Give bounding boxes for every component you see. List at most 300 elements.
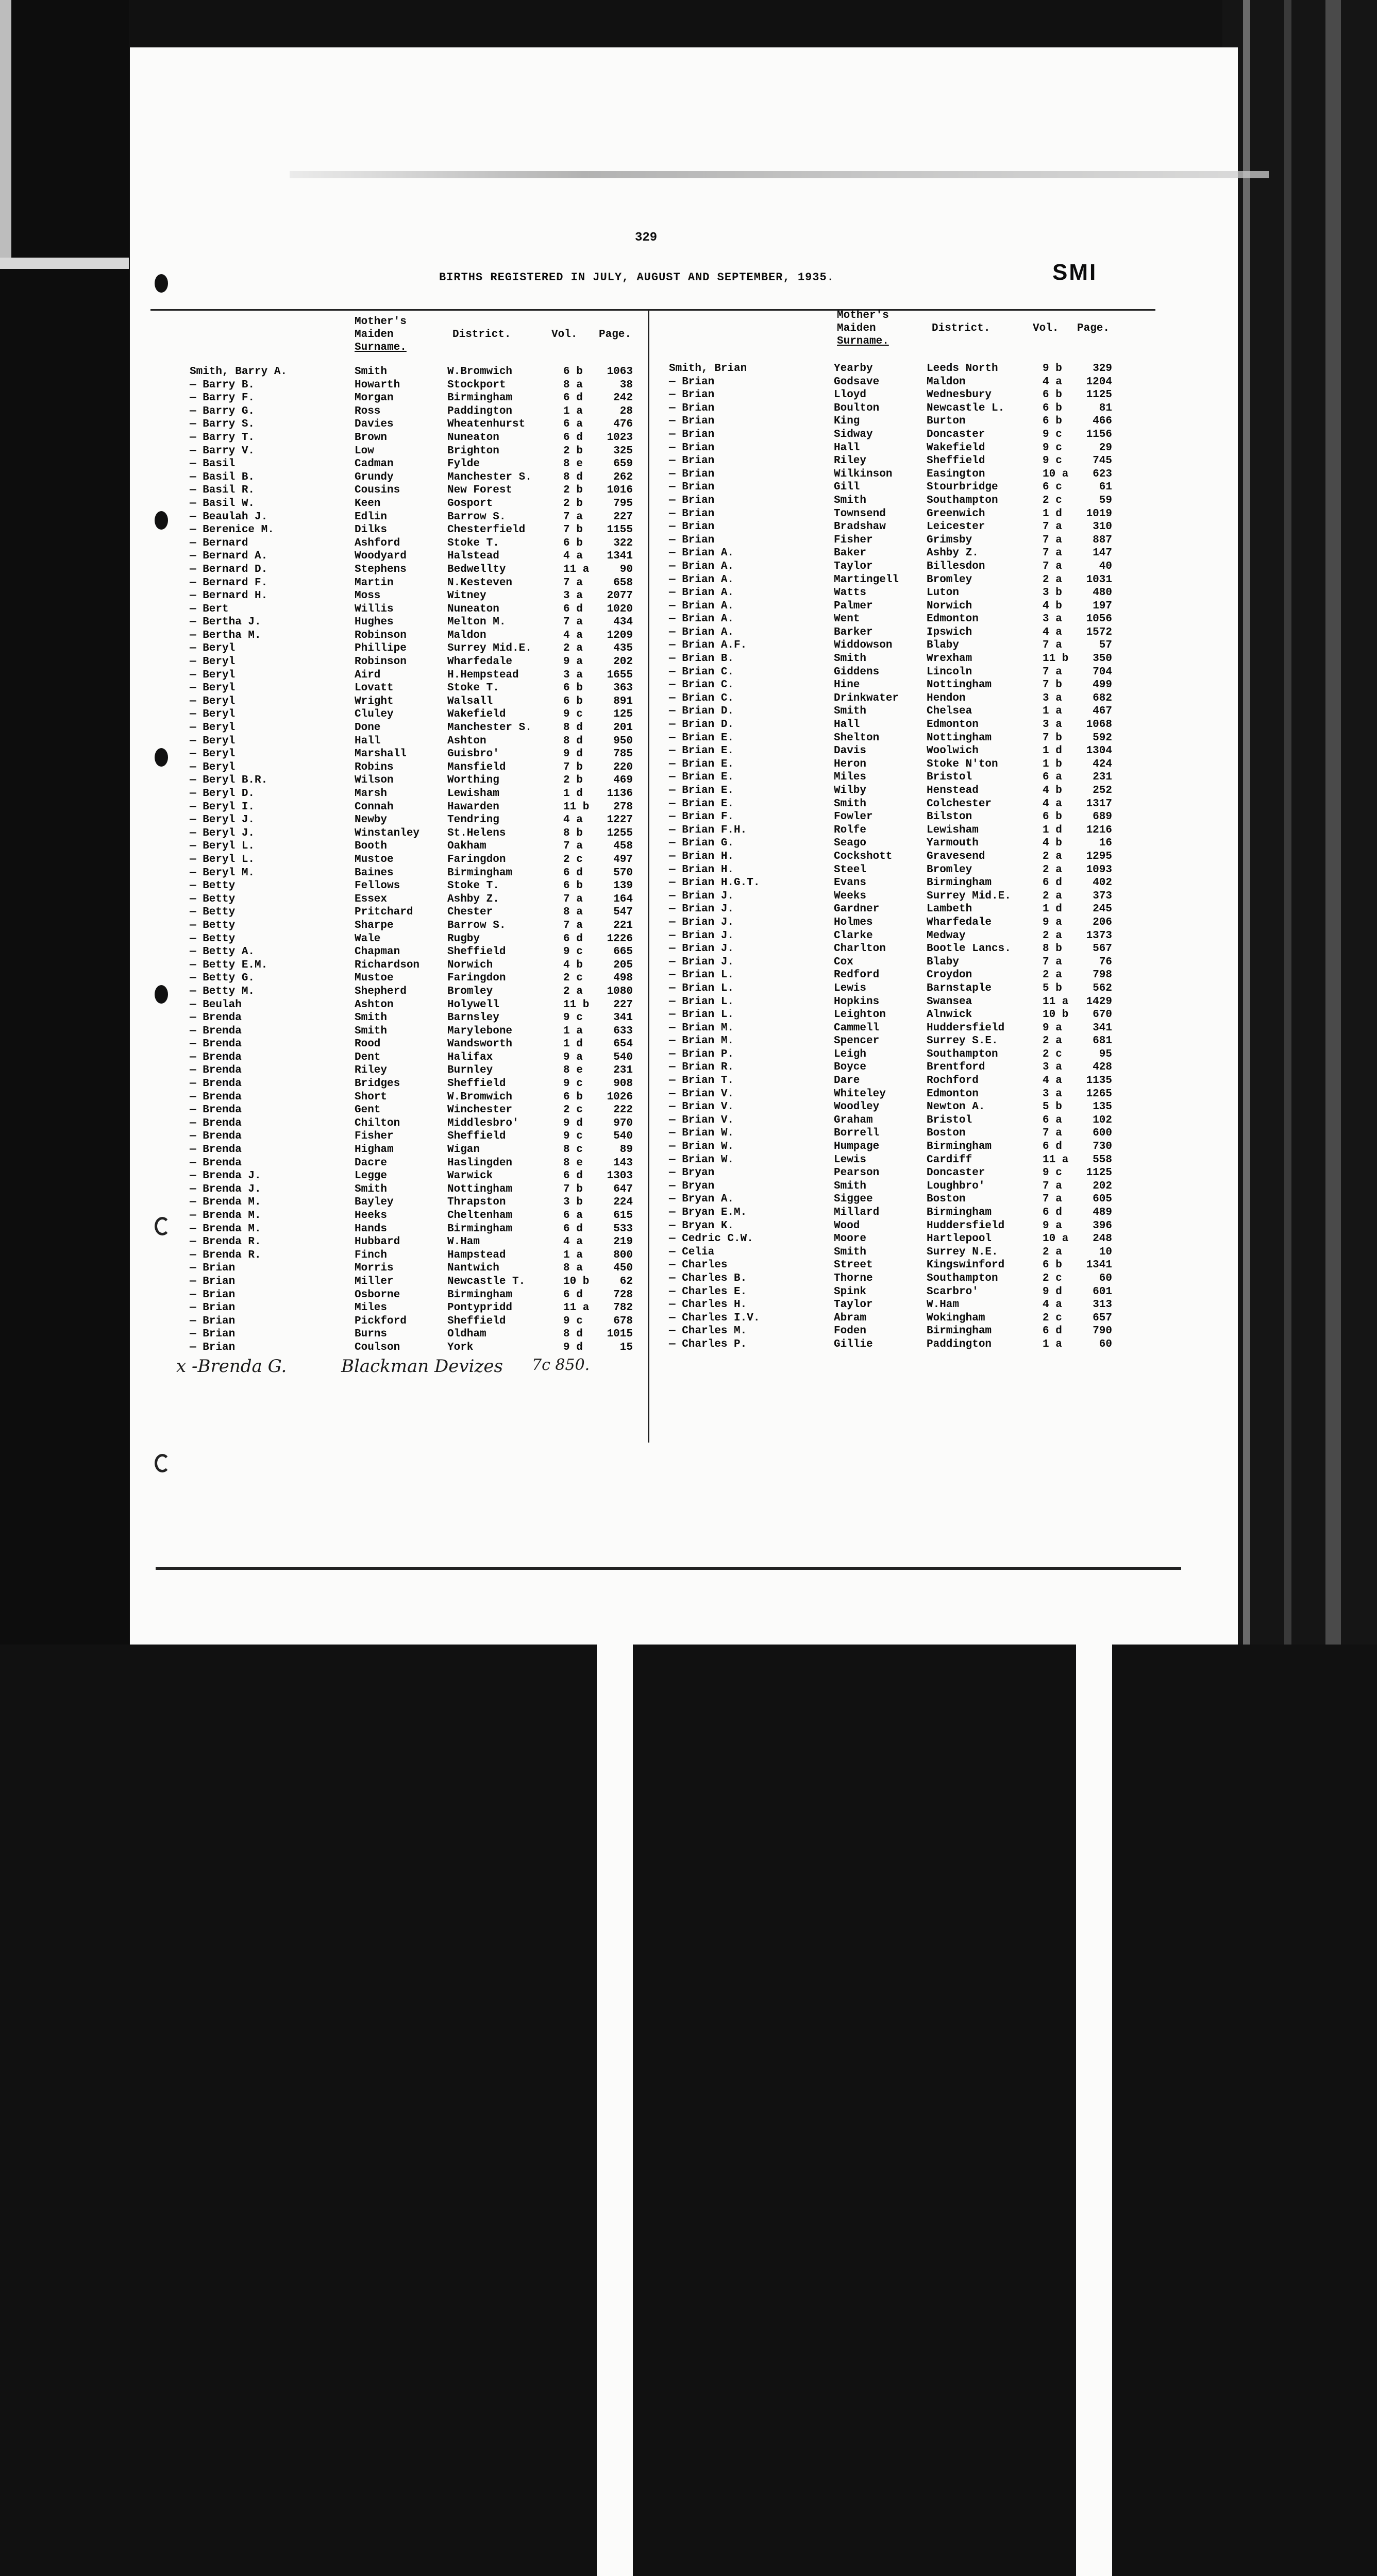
entry-mother: Phillipe xyxy=(355,642,407,654)
entry-vol: 4 b xyxy=(563,959,583,971)
entry-district: Mansfield xyxy=(447,761,506,773)
entry-page: 497 xyxy=(597,854,633,2451)
entry-vol: 9 a xyxy=(563,1052,583,1063)
entry-mother: Marsh xyxy=(355,788,387,800)
entry-name: — Brian xyxy=(190,1342,235,1353)
entry-page: 681 xyxy=(1076,1035,1112,2576)
entry-district: Luton xyxy=(927,587,959,599)
entry-district: Paddington xyxy=(447,405,512,417)
entry-mother: Godsave xyxy=(834,376,879,388)
entry-mother: Graham xyxy=(834,1114,873,1126)
entry-page: 670 xyxy=(1076,1009,1112,2576)
entry-vol: 9 d xyxy=(1043,1286,1062,1298)
entry-name: — Brian H. xyxy=(669,864,734,876)
entry-mother: Wale xyxy=(355,933,380,945)
entry-name: — Beaulah J. xyxy=(190,511,267,523)
entry-district: Ashby Z. xyxy=(927,547,979,559)
entry-mother: Redford xyxy=(834,969,879,981)
entry-name: — Brian xyxy=(669,455,714,467)
entry-vol: 2 c xyxy=(563,972,583,984)
entry-vol: 8 e xyxy=(563,1064,583,1076)
entry-district: Winchester xyxy=(447,1104,512,1116)
entry-page: 1135 xyxy=(1076,1075,1112,2576)
entry-mother: Dilks xyxy=(355,524,387,536)
entry-vol: 2 c xyxy=(1043,495,1062,506)
entry-district: Lambeth xyxy=(927,903,972,915)
entry-district: Maldon xyxy=(927,376,966,388)
entry-vol: 6 b xyxy=(1043,402,1062,414)
entry-mother: Lewis xyxy=(834,982,866,994)
entry-page: 800 xyxy=(597,1249,633,2576)
entry-page: 242 xyxy=(597,392,633,1989)
entry-district: Wrexham xyxy=(927,653,972,665)
entry-vol: 1 a xyxy=(1043,705,1062,717)
entry-name: — Bryan xyxy=(669,1180,714,1192)
entry-district: Medway xyxy=(927,930,966,942)
entry-mother: Morgan xyxy=(355,392,394,404)
entry-district: Stockport xyxy=(447,379,506,391)
entry-name: — Brenda xyxy=(190,1157,242,1169)
entry-page: 1031 xyxy=(1076,574,1112,2171)
entry-mother: Smith xyxy=(834,1180,866,1192)
entry-page: 245 xyxy=(1076,903,1112,2500)
entry-district: Holywell xyxy=(447,999,499,1011)
entry-page: 1204 xyxy=(1076,376,1112,1973)
entry-vol: 11 a xyxy=(563,564,589,575)
punch-hole xyxy=(155,1217,170,1235)
entry-page: 466 xyxy=(1076,415,1112,2012)
entry-vol: 6 a xyxy=(1043,1114,1062,1126)
entry-name: — Basil B. xyxy=(190,471,255,483)
entry-vol: 9 c xyxy=(563,708,583,720)
entry-name: — Brian W. xyxy=(669,1127,734,1139)
entry-page: 1155 xyxy=(597,524,633,2121)
entry-vol: 2 a xyxy=(1043,1035,1062,1047)
register-page xyxy=(130,47,1238,1645)
entry-district: Wokingham xyxy=(927,1312,985,1324)
entry-district: N.Kesteven xyxy=(447,577,512,589)
entry-mother: Hands xyxy=(355,1223,387,1235)
entry-mother: Boulton xyxy=(834,402,879,414)
entry-page: 248 xyxy=(1076,1233,1112,2576)
entry-vol: 10 b xyxy=(563,1276,589,1287)
entry-mother: Aird xyxy=(355,669,380,681)
entry-mother: Sharpe xyxy=(355,920,394,931)
entry-mother: Baines xyxy=(355,867,394,879)
entry-vol: 7 a xyxy=(1043,521,1062,533)
entry-name: — Bernard F. xyxy=(190,577,267,589)
entry-district: Rochford xyxy=(927,1075,979,1087)
entry-mother: Weeks xyxy=(834,890,866,902)
entry-district: Norwich xyxy=(927,600,972,612)
entry-mother: Riley xyxy=(834,455,866,467)
entry-district: Worthing xyxy=(447,774,499,786)
entry-name: — Berenice M. xyxy=(190,524,274,536)
entry-page: 15 xyxy=(597,1342,633,2576)
entry-page: 231 xyxy=(1076,771,1112,2368)
entry-mother: Done xyxy=(355,722,380,734)
entry-mother: Bayley xyxy=(355,1196,394,1208)
entry-name: — Brenda M. xyxy=(190,1196,261,1208)
entry-page: 350 xyxy=(1076,653,1112,2250)
entry-name: — Brian J. xyxy=(669,917,734,928)
entry-district: W.Bromwich xyxy=(447,366,512,378)
entry-name: — Brian L. xyxy=(669,982,734,994)
scan-stripe xyxy=(1325,0,1341,1645)
entry-district: Doncaster xyxy=(927,429,985,440)
entry-name: — Brian xyxy=(190,1276,235,1287)
entry-vol: 11 b xyxy=(563,801,589,813)
entry-page: 678 xyxy=(597,1315,633,2576)
entry-page: 745 xyxy=(1076,455,1112,2052)
entry-district: Kingswinford xyxy=(927,1259,1004,1271)
entry-district: Barrow S. xyxy=(447,511,506,523)
entry-name: — Brian L. xyxy=(669,1009,734,1021)
entry-page: 728 xyxy=(597,1289,633,2576)
entry-mother: Lovatt xyxy=(355,682,394,694)
entry-name: — Brenda xyxy=(190,1104,242,1116)
entry-page: 489 xyxy=(1076,1207,1112,2576)
entry-vol: 7 a xyxy=(563,577,583,589)
entry-mother: Richardson xyxy=(355,959,419,971)
entry-vol: 1 d xyxy=(1043,824,1062,836)
entry-name: — Brian D. xyxy=(669,705,734,717)
entry-name: — Brian A. xyxy=(669,600,734,612)
entry-page: 887 xyxy=(1076,534,1112,2131)
entry-vol: 11 b xyxy=(1043,653,1068,665)
entry-district: Doncaster xyxy=(927,1167,985,1179)
entry-name: — Bryan A. xyxy=(669,1193,734,1205)
entry-name: — Barry S. xyxy=(190,418,255,430)
entry-district: Scarbro' xyxy=(927,1286,979,1298)
entry-district: Birmingham xyxy=(927,877,992,889)
entry-district: Southampton xyxy=(927,1048,998,1060)
entry-page: 1015 xyxy=(597,1328,633,2576)
entry-page: 16 xyxy=(1076,837,1112,2434)
entry-mother: Ross xyxy=(355,405,380,417)
entry-district: Blaby xyxy=(927,956,959,968)
entry-district: Southampton xyxy=(927,495,998,506)
entry-name: — Betty xyxy=(190,933,235,945)
entry-vol: 1 d xyxy=(563,1038,583,1050)
entry-mother: Davies xyxy=(355,418,394,430)
entry-mother: Brown xyxy=(355,432,387,444)
entry-mother: Lloyd xyxy=(834,389,866,401)
entry-page: 28 xyxy=(597,405,633,2003)
entry-vol: 6 a xyxy=(563,1210,583,1222)
entry-page: 782 xyxy=(597,1302,633,2576)
entry-name: — Charles B. xyxy=(669,1273,747,1284)
entry-mother: Bradshaw xyxy=(834,521,886,533)
entry-name: — Brian H.G.T. xyxy=(669,877,760,889)
entry-district: Lewisham xyxy=(927,824,979,836)
entry-page: 1063 xyxy=(597,366,633,1963)
entry-page: 540 xyxy=(597,1130,633,2576)
entry-page: 95 xyxy=(1076,1048,1112,2576)
entry-page: 592 xyxy=(1076,732,1112,2329)
entry-district: Wharfedale xyxy=(927,917,992,928)
entry-name: — Bernard H. xyxy=(190,590,267,602)
entry-district: Surrey Mid.E. xyxy=(447,642,532,654)
entry-vol: 4 a xyxy=(1043,376,1062,388)
entry-mother: Hine xyxy=(834,679,860,691)
entry-mother: Shepherd xyxy=(355,986,407,997)
entry-page: 202 xyxy=(597,656,633,2253)
entry-page: 659 xyxy=(597,458,633,2055)
entry-page: 498 xyxy=(597,972,633,2569)
entry-vol: 8 b xyxy=(563,827,583,839)
entry-district: Nuneaton xyxy=(447,432,499,444)
entry-district: Stoke T. xyxy=(447,682,499,694)
entry-vol: 2 a xyxy=(1043,851,1062,862)
entry-page: 57 xyxy=(1076,639,1112,2236)
entry-name: — Beryl xyxy=(190,761,235,773)
right-header-page: Page. xyxy=(1077,322,1110,335)
entry-mother: Finch xyxy=(355,1249,387,1261)
entry-mother: Townsend xyxy=(834,508,886,520)
entry-vol: 6 d xyxy=(563,933,583,945)
entry-mother: Morris xyxy=(355,1262,394,1274)
entry-name: — Brian E. xyxy=(669,798,734,810)
entry-vol: 6 d xyxy=(563,432,583,444)
entry-vol: 9 c xyxy=(1043,455,1062,467)
entry-name: — Brian xyxy=(190,1328,235,1340)
entry-district: Hartlepool xyxy=(927,1233,992,1245)
entry-vol: 9 c xyxy=(1043,429,1062,440)
scan-streak xyxy=(290,171,1269,178)
entry-district: Pontypridd xyxy=(447,1302,512,1314)
entry-page: 60 xyxy=(1076,1273,1112,2576)
entry-district: Wandsworth xyxy=(447,1038,512,1050)
entry-name: — Brian E. xyxy=(669,732,734,744)
entry-vol: 7 a xyxy=(563,840,583,852)
entry-name: — Brian xyxy=(669,481,714,493)
entry-page: 221 xyxy=(597,920,633,2517)
entry-name: — Brian A.F. xyxy=(669,639,747,651)
entry-vol: 7 a xyxy=(563,920,583,931)
entry-mother: Hall xyxy=(834,719,860,731)
entry-page: 499 xyxy=(1076,679,1112,2276)
entry-vol: 6 b xyxy=(563,880,583,892)
entry-page: 341 xyxy=(1076,1022,1112,2576)
entry-district: Bromley xyxy=(447,986,493,997)
entry-name: — Brian V. xyxy=(669,1088,734,1100)
entry-district: Faringdon xyxy=(447,854,506,866)
entry-mother: Seago xyxy=(834,837,866,849)
entry-name: — Brian xyxy=(190,1262,235,1274)
entry-vol: 6 b xyxy=(1043,811,1062,823)
entry-name: — Betty xyxy=(190,880,235,892)
entry-name: — Brenda xyxy=(190,1144,242,1156)
header-rule xyxy=(150,309,1155,311)
entry-district: Barnsley xyxy=(447,1012,499,1024)
entry-mother: Mustoe xyxy=(355,972,394,984)
entry-vol: 7 b xyxy=(563,1183,583,1195)
entry-mother: Leighton xyxy=(834,1009,886,1021)
handwritten-name: x -Brenda G. xyxy=(176,1356,287,1377)
entry-mother: Watts xyxy=(834,587,866,599)
entry-page: 227 xyxy=(597,511,633,2108)
entry-vol: 6 d xyxy=(563,1223,583,1235)
entry-vol: 11 a xyxy=(1043,1154,1068,1166)
entry-page: 469 xyxy=(597,774,633,2371)
entry-page: 197 xyxy=(1076,600,1112,2197)
entry-district: Birmingham xyxy=(927,1207,992,1218)
entry-name: — Barry G. xyxy=(190,405,255,417)
entry-district: Edmonton xyxy=(927,1088,979,1100)
entry-district: Huddersfield xyxy=(927,1022,1004,1034)
entry-district: Sheffield xyxy=(447,946,506,958)
entry-name: — Brian F.H. xyxy=(669,824,747,836)
entry-page: 891 xyxy=(597,696,633,2293)
entry-mother: Spink xyxy=(834,1286,866,1298)
entry-name: — Brian W. xyxy=(669,1154,734,1166)
entry-vol: 9 c xyxy=(563,1130,583,1142)
entry-mother: Giddens xyxy=(834,666,879,678)
entry-vol: 9 b xyxy=(1043,363,1062,375)
entry-vol: 10 b xyxy=(1043,1009,1068,1021)
entry-district: Stourbridge xyxy=(927,481,998,493)
entry-district: Nottingham xyxy=(927,679,992,691)
entry-page: 605 xyxy=(1076,1193,1112,2576)
entry-district: Bristol xyxy=(927,1114,972,1126)
entry-vol: 1 a xyxy=(563,1025,583,1037)
scan-stripe xyxy=(1243,0,1250,1645)
entry-name: — Bernard A. xyxy=(190,550,267,562)
entry-district: Birmingham xyxy=(447,1289,512,1301)
entry-name: — Brian xyxy=(669,442,714,454)
entry-mother: Street xyxy=(834,1259,873,1271)
entry-page: 682 xyxy=(1076,692,1112,2290)
entry-district: Boston xyxy=(927,1127,966,1139)
column-divider xyxy=(648,309,649,1443)
entry-mother: Rood xyxy=(355,1038,380,1050)
entry-page: 62 xyxy=(597,1276,633,2576)
entry-vol: 8 a xyxy=(563,1262,583,1274)
entry-name: — Brian V. xyxy=(669,1101,734,1113)
entry-vol: 3 a xyxy=(1043,719,1062,731)
entry-name: — Bertha J. xyxy=(190,616,261,628)
entry-name: — Bert xyxy=(190,603,229,615)
entry-page: 1068 xyxy=(1076,719,1112,2316)
entry-vol: 4 a xyxy=(563,630,583,641)
entry-page: 313 xyxy=(1076,1299,1112,2576)
entry-vol: 7 a xyxy=(563,511,583,523)
entry-page: 1572 xyxy=(1076,626,1112,2224)
entry-page: 562 xyxy=(1076,982,1112,2576)
entry-name: — Beulah xyxy=(190,999,242,1011)
entry-mother: Smith xyxy=(355,1183,387,1195)
entry-vol: 7 a xyxy=(1043,1127,1062,1139)
entry-mother: Pearson xyxy=(834,1167,879,1179)
entry-vol: 3 a xyxy=(1043,613,1062,625)
entry-district: Paddington xyxy=(927,1338,992,1350)
entry-name: — Brian J. xyxy=(669,890,734,902)
entry-district: Leeds North xyxy=(927,363,998,375)
entry-district: Oldham xyxy=(447,1328,486,1340)
entry-page: 224 xyxy=(597,1196,633,2576)
entry-vol: 3 b xyxy=(1043,587,1062,599)
entry-vol: 2 a xyxy=(1043,1246,1062,1258)
entry-mother: Holmes xyxy=(834,917,873,928)
entry-vol: 5 b xyxy=(1043,1101,1062,1113)
entry-vol: 9 c xyxy=(563,1012,583,1024)
entry-name: — Brian M. xyxy=(669,1022,734,1034)
entry-mother: Howarth xyxy=(355,379,400,391)
entry-district: Ashton xyxy=(447,735,486,747)
entry-mother: Miles xyxy=(355,1302,387,1314)
entry-vol: 9 d xyxy=(563,1342,583,1353)
entry-page: 908 xyxy=(597,1078,633,2576)
entry-page: 785 xyxy=(597,748,633,2345)
entry-page: 60 xyxy=(1076,1338,1112,2576)
entry-vol: 2 c xyxy=(563,854,583,866)
entry-vol: 2 a xyxy=(1043,890,1062,902)
entry-mother: Gillie xyxy=(834,1338,873,1350)
entry-district: Alnwick xyxy=(927,1009,972,1021)
entry-vol: 2 c xyxy=(1043,1312,1062,1324)
entry-mother: Newby xyxy=(355,814,387,826)
entry-vol: 6 d xyxy=(563,1170,583,1182)
entry-mother: Steel xyxy=(834,864,866,876)
entry-page: 1373 xyxy=(1076,930,1112,2527)
left-header-vol: Vol. xyxy=(551,328,577,341)
entry-mother: Clarke xyxy=(834,930,873,942)
entry-page: 601 xyxy=(1076,1286,1112,2576)
entry-vol: 11 b xyxy=(563,999,589,1011)
entry-vol: 3 a xyxy=(563,669,583,681)
entry-mother: Palmer xyxy=(834,600,873,612)
entry-name: — Betty M. xyxy=(190,986,255,997)
entry-vol: 6 b xyxy=(563,366,583,378)
entry-district: Birmingham xyxy=(447,392,512,404)
entry-mother: Connah xyxy=(355,801,394,813)
scan-border-left xyxy=(0,0,129,1645)
entry-district: Halstead xyxy=(447,550,499,562)
entry-vol: 6 a xyxy=(563,418,583,430)
entry-mother: Hall xyxy=(355,735,380,747)
entry-district: Chester xyxy=(447,906,493,918)
entry-name: — Brian C. xyxy=(669,666,734,678)
entry-page: 29 xyxy=(1076,442,1112,2039)
entry-name: — Brian G. xyxy=(669,837,734,849)
entry-mother: Marshall xyxy=(355,748,407,760)
entry-mother: Grundy xyxy=(355,471,394,483)
entry-name: — Betty A. xyxy=(190,946,255,958)
entry-district: Bilston xyxy=(927,811,972,823)
entry-district: Newcastle L. xyxy=(927,402,1004,414)
entry-name: — Brian E. xyxy=(669,745,734,757)
entry-mother: Wood xyxy=(834,1220,860,1232)
entry-district: Chelsea xyxy=(927,705,972,717)
entry-mother: Dare xyxy=(834,1075,860,1087)
entry-district: Swansea xyxy=(927,996,972,1008)
entry-district: Surrey S.E. xyxy=(927,1035,998,1047)
entry-name: — Brenda xyxy=(190,1117,242,1129)
entry-district: Stoke T. xyxy=(447,880,499,892)
entry-vol: 8 e xyxy=(563,458,583,470)
entry-vol: 8 e xyxy=(563,1157,583,1169)
entry-vol: 6 b xyxy=(1043,1259,1062,1271)
entry-district: Rugby xyxy=(447,933,480,945)
entry-district: Nottingham xyxy=(447,1183,512,1195)
entry-district: Maldon xyxy=(447,630,486,641)
entry-vol: 2 a xyxy=(563,642,583,654)
entry-page: 135 xyxy=(1076,1101,1112,2576)
entry-district: Bromley xyxy=(927,864,972,876)
entry-name: — Brenda M. xyxy=(190,1223,261,1235)
entry-mother: Lewis xyxy=(834,1154,866,1166)
